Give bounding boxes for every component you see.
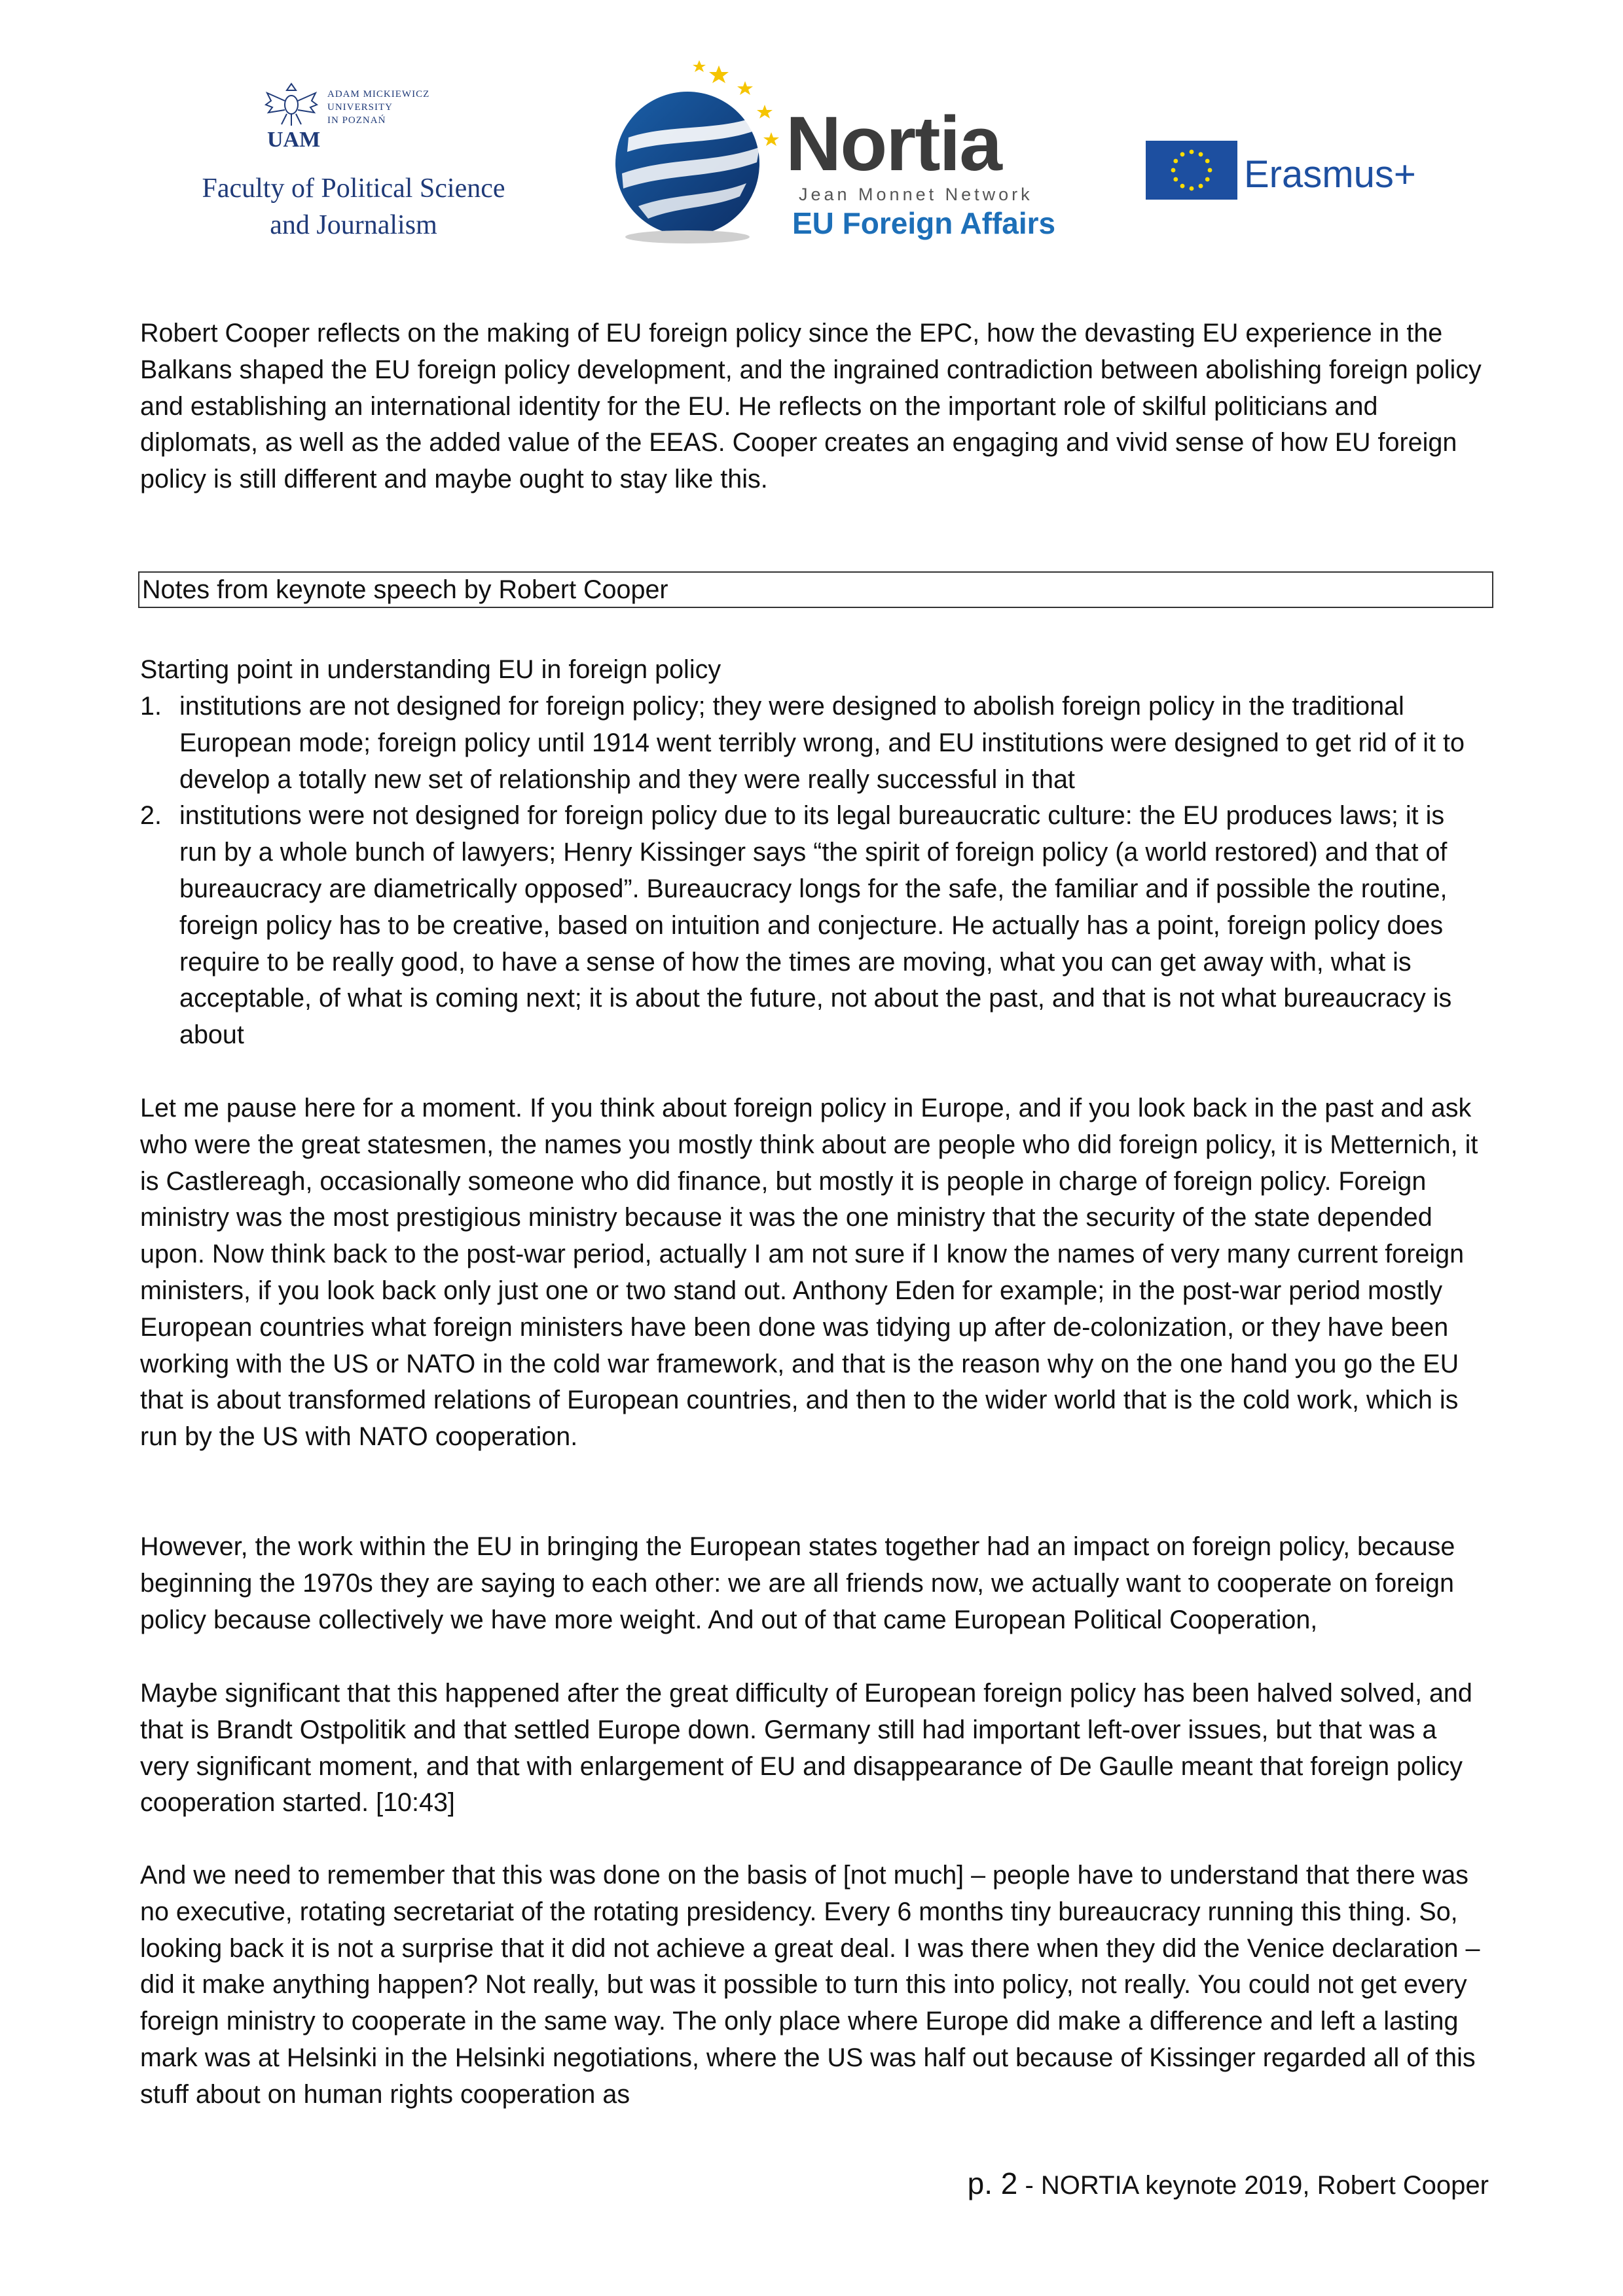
erasmus-wordmark: Erasmus+ <box>1244 153 1416 196</box>
list-item <box>140 689 1489 798</box>
erasmus-logo <box>1146 141 1460 206</box>
nortia-globe-icon <box>602 59 799 249</box>
starting-point-heading: Starting point in understanding EU in foreign policy <box>140 655 721 684</box>
eu-star-icon <box>1205 177 1210 182</box>
list-item-number: 1. <box>140 692 162 721</box>
eu-star-icon <box>1180 184 1185 188</box>
uam-logo <box>183 72 524 249</box>
eu-star-icon <box>1171 168 1176 173</box>
notes-heading-box: Notes from keynote speech by Robert Cooper <box>138 571 1493 608</box>
nortia-logo <box>602 59 1056 249</box>
body-paragraph: Maybe significant that this happened after the great difficulty of European foreign policy has been halved solved, and that is Brandt Ostpolitik and that settled Europe down. Germany still had important left-over issues, but that was a very significant moment, and that with enlargement of EU and disappearance of De Gaulle meant that foreign policy cooperation started. [10:43] <box>140 1679 1472 1818</box>
nortia-wordmark: Nortia <box>786 101 1001 187</box>
body-paragraph: And we need to remember that this was done on the basis of [not much] – people have to understand that there was no executive, rotating secretariat of the rotating presidency. Every 6 months tiny bureaucracy running this thing. So, looking back it is not a surprise that it did not achieve a great deal. I was there when they did the Venice declaration – did it make anything happen? Not really, but was it possible to turn this into policy, not really. You could not get every foreign ministry to cooperate in the same way. The only place where Europe did make a difference and left a lasting mark was at Helsinki in the Helsinki negotiations, where the US was half out because of Kissinger regarded all of this stuff about on human rights cooperation as <box>140 1861 1480 2109</box>
uam-name-line: UNIVERSITY <box>327 102 393 113</box>
footer-text: - NORTIA keynote 2019, Robert Cooper <box>1017 2171 1489 2200</box>
eu-star-icon <box>1199 152 1203 156</box>
eu-flag-icon <box>1146 141 1237 200</box>
eu-star-icon <box>1190 187 1194 191</box>
faculty-name-line: Faculty of Political Science <box>202 173 505 204</box>
body-paragraph: However, the work within the EU in bringing the European states together had an impact on foreign policy, because beginning the 1970s they are saying to each other: we are all friends now, we actually want to cooperate on foreign policy because collectively we have more weight. And out of that came European Political Cooperation, <box>140 1532 1455 1634</box>
eu-star-icon <box>1205 159 1210 164</box>
list-item-text: institutions were not designed for foreign policy due to its legal bureaucratic culture: the EU produces laws; it is run by a whole bunch of lawyers; Henry Kissinger says “the spirit of foreign policy (a world restored) and that of bureaucracy are diametrically opposed”. Bureaucracy longs for the safe, the familiar and if possible the routine, foreign policy has to be creative, based on intuition and conjecture. He actually has a point, foreign policy does require to be really good, to have a sense of how the times are moving, what you can get away with, what is acceptable, of what is coming next; it is about the future, not about the past, and that is not what bureaucracy is about <box>179 801 1452 1050</box>
points-list <box>140 689 1489 1054</box>
intro-paragraph: Robert Cooper reflects on the making of EU foreign policy since the EPC, how the devasting EU experience in the Balkans shaped the EU foreign policy development, and the ingrained contradiction between abolishing foreign policy and establishing an international identity for the EU. He reflects on the important role of skilful politicians and diplomats, as well as the added value of the EEAS. Cooper creates an engaging and vivid sense of how EU foreign policy is still different and maybe ought to stay like this. <box>140 319 1482 494</box>
eu-star-icon <box>1199 184 1203 188</box>
svg-text:UAM: UAM <box>267 128 321 151</box>
nortia-tagline: EU Foreign Affairs <box>792 206 1056 240</box>
list-item-text: institutions are not designed for foreign policy; they were designed to abolish foreign policy in the traditional European mode; foreign policy until 1914 went terribly wrong, and EU institutions were designed to get rid of it to develop a totally new set of relationship and they were really successful in that <box>179 692 1465 794</box>
eu-star-icon <box>1173 159 1178 164</box>
uam-name-line: ADAM MICKIEWICZ <box>327 89 430 99</box>
uam-eagle-crest-icon <box>262 79 321 151</box>
eu-star-icon <box>1190 150 1194 154</box>
faculty-name <box>183 170 524 243</box>
eu-star-icon <box>1180 152 1185 156</box>
page-number: p. 2 <box>967 2166 1018 2200</box>
uam-name <box>327 88 429 127</box>
body-paragraph: Let me pause here for a moment. If you think about foreign policy in Europe, and if you look back in the past and ask who were the great statesmen, the names you mostly think about are people who did foreign policy, it is Metternich, it is Castlereagh, occasionally someone who did finance, but mostly it is people in charge of foreign policy. Foreign ministry was the most prestigious ministry because it was the one ministry that the security of the state depended upon. Now think back to the post-war period, actually I am not sure if I know the names of very many current foreign ministers, if you look back only just one or two stand out. Anthony Eden for example; in the post-war period mostly European countries what foreign ministers have been done was tidying up after de-colonization, or they have been working with the US or NATO in the cold war framework, and that is the reason why on the one hand you go the EU that is about transformed relations of European countries, and then to the wider world that is the cold work, which is run by the US with NATO cooperation. <box>140 1094 1478 1452</box>
eu-star-icon <box>1173 177 1178 182</box>
list-item <box>140 798 1489 1054</box>
page-footer <box>968 2165 1489 2204</box>
faculty-name-line: and Journalism <box>270 210 437 240</box>
nortia-subtitle: Jean Monnet Network <box>799 185 1033 204</box>
list-item-number: 2. <box>140 801 162 831</box>
uam-name-line: IN POZNAŃ <box>327 115 386 126</box>
eu-star-icon <box>1208 168 1213 173</box>
